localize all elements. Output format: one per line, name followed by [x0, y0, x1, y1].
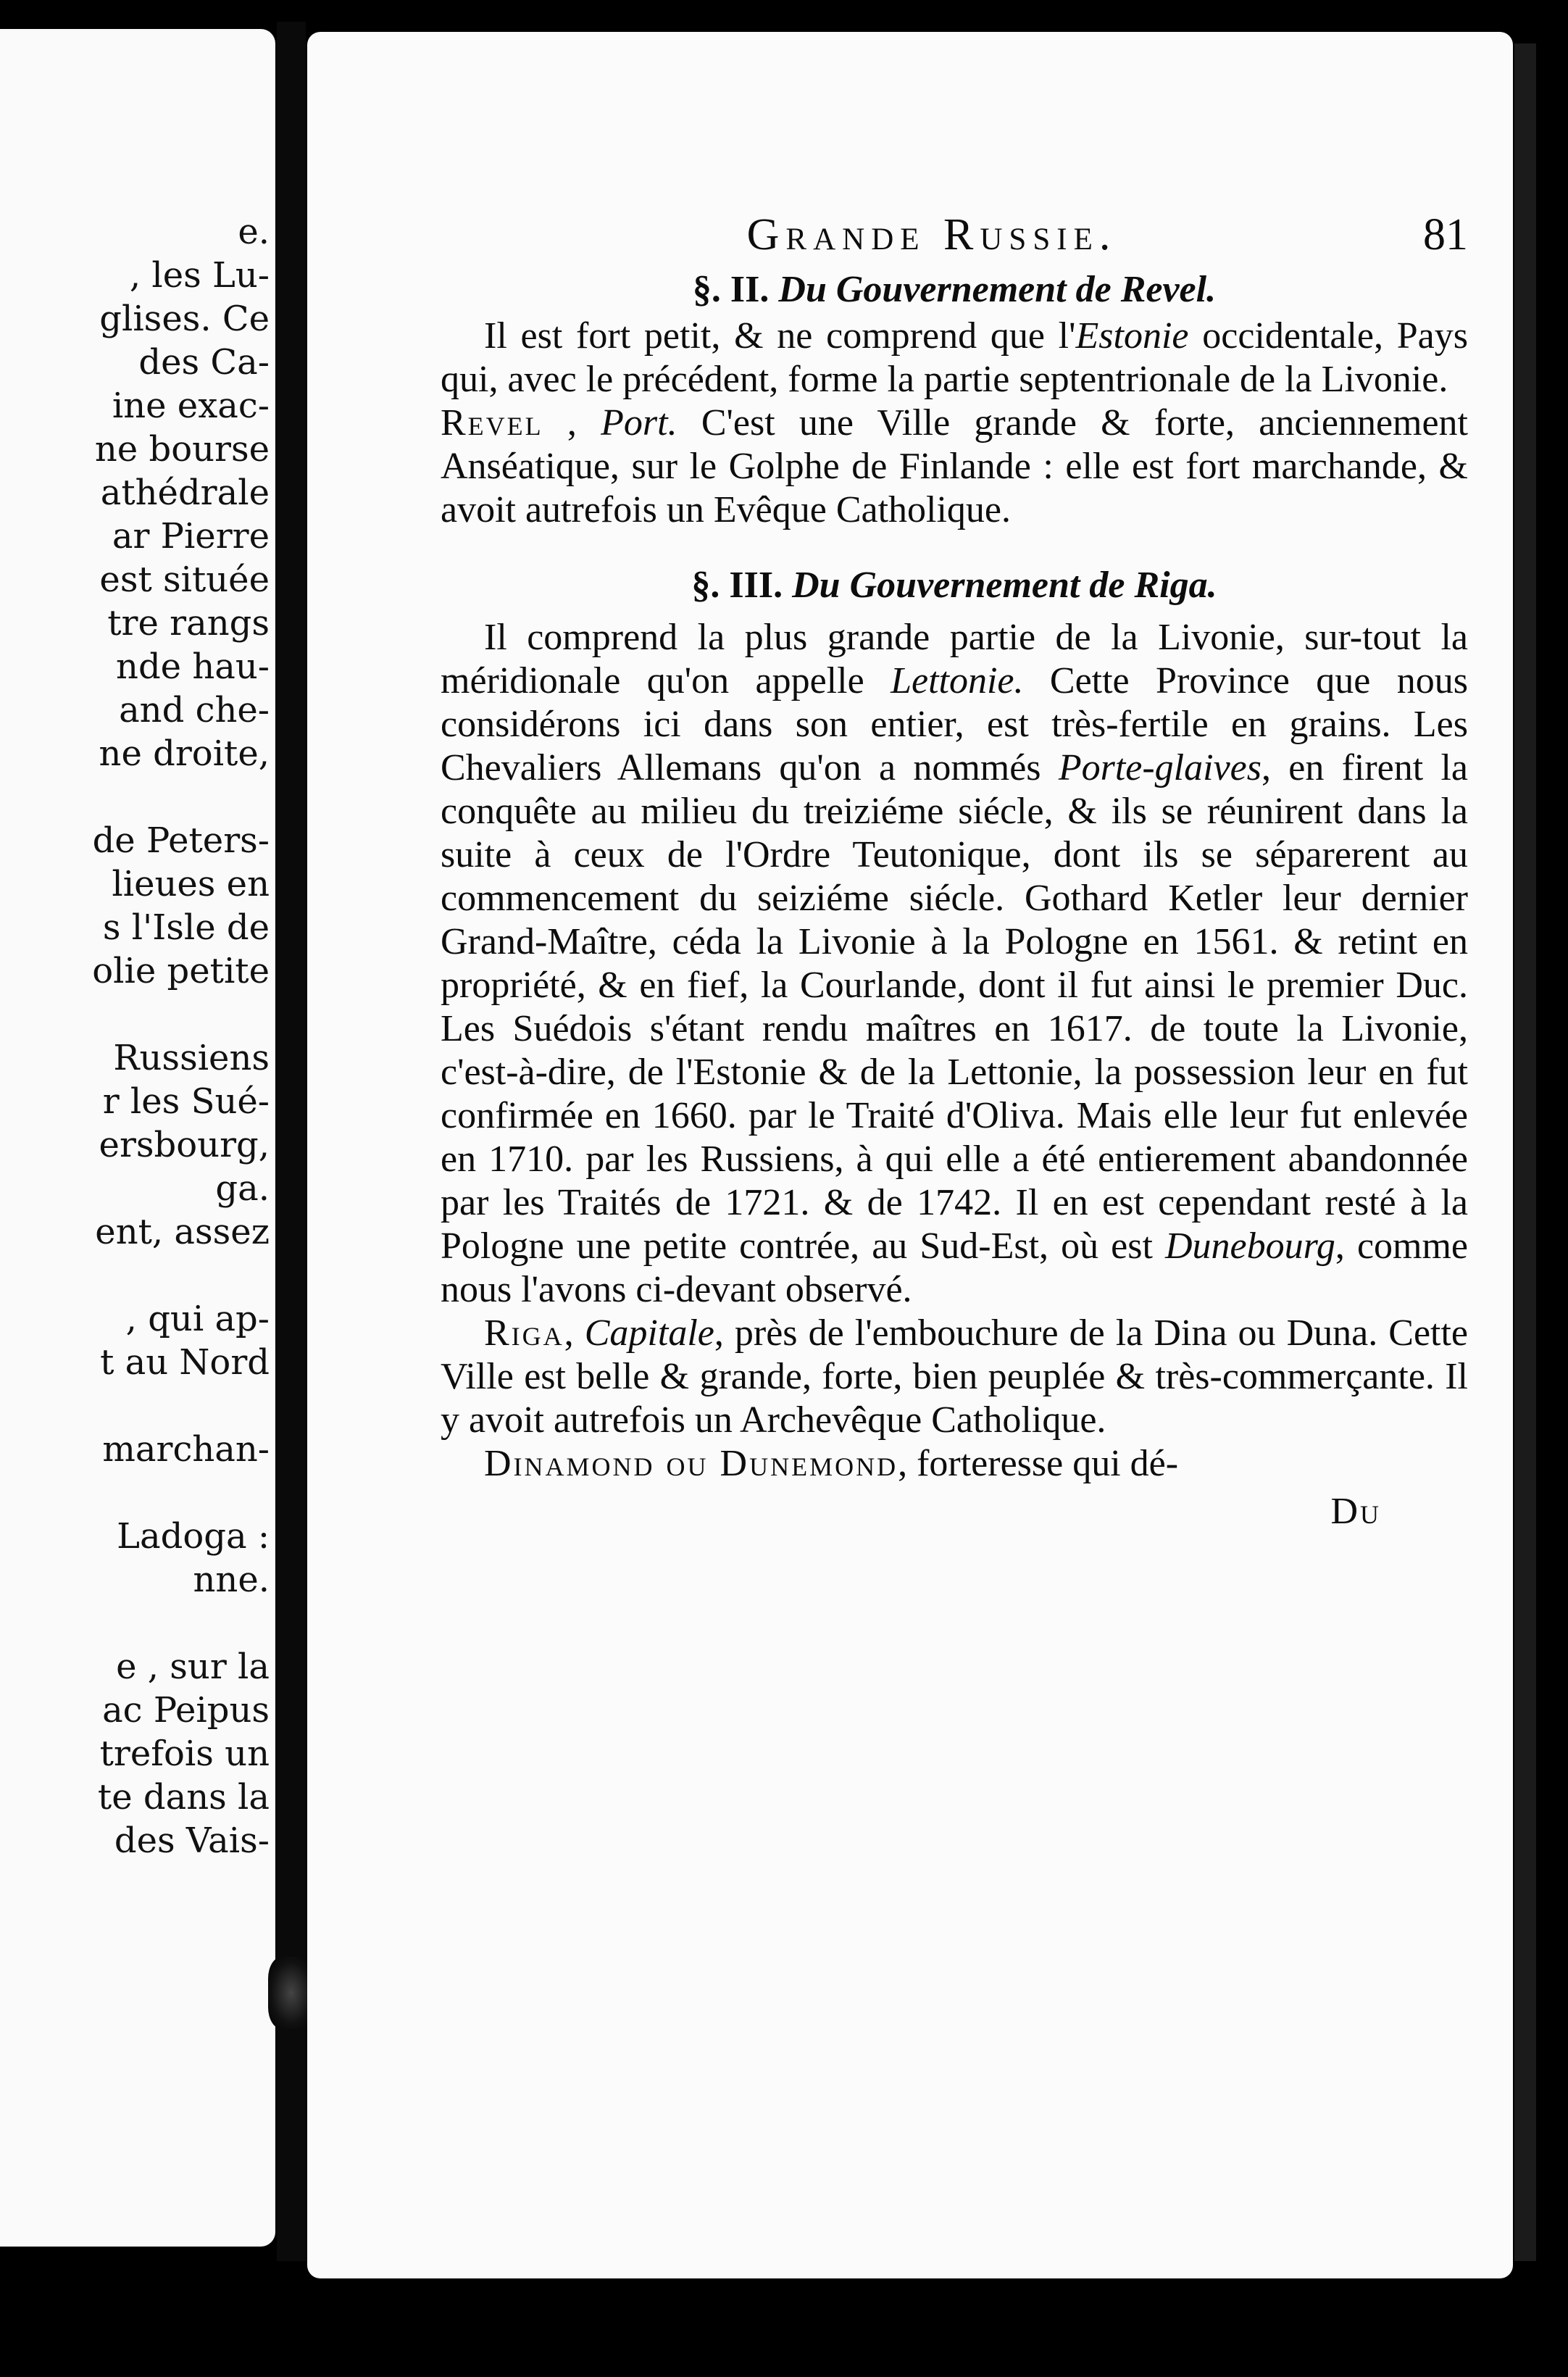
left-page-line: nne. [193, 1560, 270, 1600]
left-page-line: de Peters- [92, 820, 270, 861]
left-page-line: nde hau- [116, 646, 270, 687]
left-page-line: est située [99, 559, 270, 600]
paragraph-riga-city: Riga, Capitale, près de l'embouchure de la Dina ou Duna. Cette Ville est belle & grande, forte, bien peuplée & très-commerçante. Il y avoit autrefois un Archevêque Catholique. [441, 1312, 1468, 1441]
section-heading-riga [441, 564, 1468, 607]
left-page-line: lieues en [112, 864, 270, 904]
term-estonie: Estonie [1075, 315, 1189, 357]
left-page-line: glises. Ce [99, 299, 270, 339]
left-page-line: , qui ap- [125, 1299, 270, 1339]
term-porte-glaives: Porte-glaives [1058, 747, 1262, 788]
left-page-line: des Vais- [114, 1820, 270, 1861]
left-page-line: Russiens [113, 1038, 270, 1078]
left-page-line: ac Peipus [102, 1690, 270, 1731]
left-page-line: trefois un [99, 1733, 270, 1774]
catchword: Du [1330, 1491, 1381, 1532]
left-page-line: athédrale [100, 473, 270, 513]
left-page-line: ne bourse [94, 429, 270, 470]
place-type: Port. [601, 402, 677, 444]
left-page-line: des Ca- [138, 342, 270, 383]
left-page-line: ersbourg, [99, 1125, 270, 1165]
running-title: Grande Russie. [746, 210, 1117, 259]
section-title: Du Gouvernement de Riga. [792, 565, 1217, 606]
term-dunebourg: Dunebourg [1164, 1225, 1335, 1267]
left-page-line: Ladoga : [117, 1516, 270, 1557]
section-title: Du Gouvernement de Revel. [778, 269, 1217, 310]
page-content [441, 210, 1469, 1533]
book-spine [277, 22, 306, 2261]
left-page-line: e. [238, 212, 270, 252]
left-page-line: s l'Isle de [102, 907, 270, 948]
section-number: §. III. [691, 565, 783, 606]
place-name-dinamond: Dinamond ou Dunemond [484, 1443, 898, 1484]
left-page-line: ne droite, [99, 733, 270, 774]
left-page-line: ent, assez [95, 1212, 270, 1252]
page-edge [1514, 43, 1536, 2261]
term-lettonie: Lettonie. [891, 660, 1024, 702]
left-page-line: t au Nord [100, 1342, 270, 1383]
right-page [307, 32, 1513, 2278]
section-number: §. II. [692, 269, 770, 310]
left-page-line: ar Pierre [112, 516, 270, 557]
left-page-line: olie petite [92, 951, 270, 991]
running-head [441, 210, 1468, 259]
place-name-riga: Riga [484, 1312, 564, 1354]
paragraph-dinamond: Dinamond ou Dunemond, forteresse qui dé- [484, 1443, 1179, 1484]
paragraph-revel-city: Revel , Port. C'est une Ville grande & forte, anciennement Anséatique, sur le Golphe de Finlande : elle est fort marchande, & avoit autrefois un Evêque Catholique. [441, 402, 1468, 530]
left-page-line: r les Sué- [102, 1081, 270, 1122]
place-name-revel: Revel [441, 402, 543, 444]
section-heading-revel [441, 268, 1468, 312]
left-page-line: e , sur la [116, 1647, 270, 1687]
paragraph-riga-history: Il comprend la plus grande partie de la Livonie, sur-tout la méridionale qu'on appelle Lettonie. Cette Province que nous considérons ici dans son entier, est très-fertile en grains. Les Chevaliers Allemans qu'on a nommés Porte-glaives, en firent la conquête au milieu du treiziéme siécle, & ils se réunirent dans la suite à ceux de l'Ordre Teutonique, dont ils se séparerent au commencement du seiziéme siécle. Gothard Ketler leur dernier Grand-Maître, céda la Livonie à la Pologne en 1561. & retint en propriété, & en fief, la Courlande, dont il fut ainsi le premier Duc. Les Suédois s'étant rendu maîtres en 1617. de toute la Livonie, c'est-à-dire, de l'Estonie & de la Lettonie, la possession leur en fut confirmée en 1660. par le Traité d'Oliva. Mais elle leur fut enlevée en 1710. par les Russiens, à qui elle a été entierement abandonnée par les Traités de 1721. & de 1742. Il en est cependant resté à la Pologne une petite contrée, au Sud-Est, où est Dunebourg, comme nous l'avons ci-devant observé. [441, 617, 1469, 1310]
left-page-line: marchan- [102, 1429, 270, 1470]
left-page-line: tre rangs [107, 603, 270, 644]
left-page [0, 29, 275, 2247]
page-number: 81 [1423, 210, 1468, 259]
left-page-line: te dans la [97, 1777, 270, 1818]
left-page-line: ga. [215, 1168, 270, 1209]
left-page-line: and che- [119, 690, 270, 730]
left-page-line: , les Lu- [129, 255, 270, 296]
left-page-line: ine exac- [112, 386, 270, 426]
paragraph-revel-intro: Il est fort petit, & ne comprend que l'Estonie occidentale, Pays qui, avec le précédent, forme la partie septentrionale de la Livonie. [441, 315, 1468, 400]
place-type: Capitale [584, 1312, 714, 1354]
